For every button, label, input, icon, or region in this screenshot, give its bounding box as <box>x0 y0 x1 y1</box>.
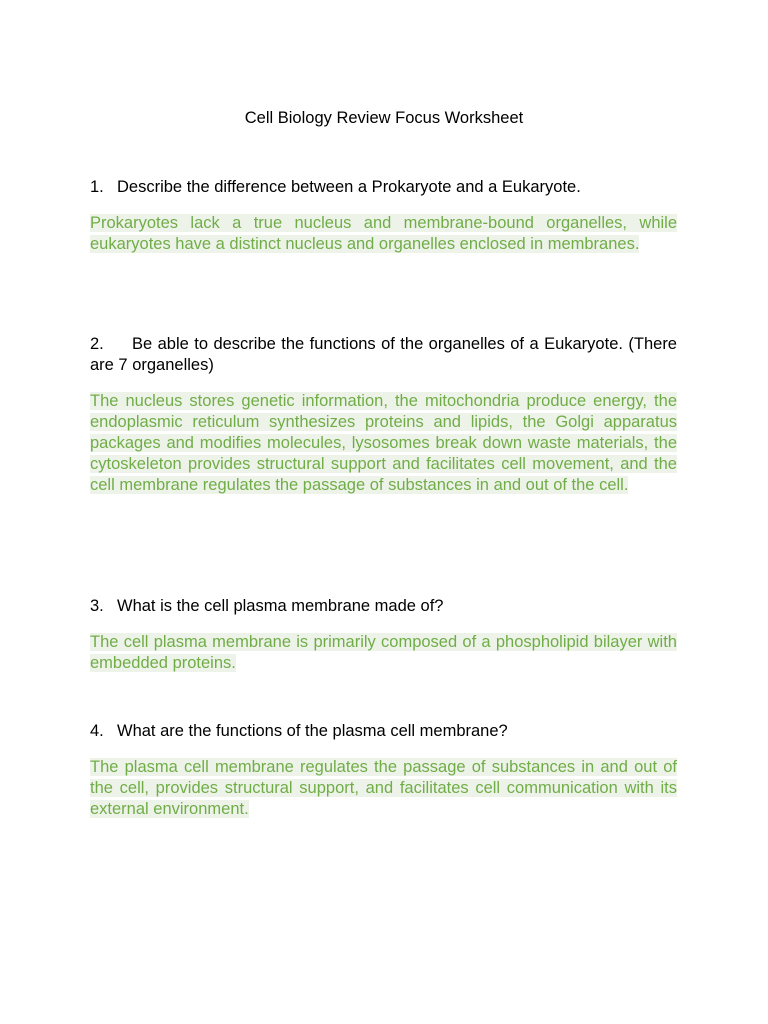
question-text: Be able to describe the functions of the organelles of a Eukaryote. (There are 7 organelles) <box>90 335 677 374</box>
answer-text: The cell plasma membrane is primarily composed of a phospholipid bilayer with embedded proteins. <box>90 633 677 672</box>
answer-4 <box>90 757 677 820</box>
question-4 <box>90 721 677 742</box>
question-2 <box>90 334 677 376</box>
question-number: 4. <box>90 722 104 740</box>
question-3 <box>90 596 677 617</box>
answer-1 <box>90 213 677 255</box>
answer-3 <box>90 632 677 674</box>
answer-text: Prokaryotes lack a true nucleus and membrane-bound organelles, while eukaryotes have a distinct nucleus and organelles enclosed in membranes. <box>90 214 677 253</box>
question-number: 1. <box>90 178 104 196</box>
question-number: 3. <box>90 597 104 615</box>
question-1 <box>90 177 677 198</box>
answer-text: The nucleus stores genetic information, the mitochondria produce energy, the endoplasmic reticulum synthesizes proteins and lipids, the Golgi apparatus packages and modifies molecules, lysosomes break down waste materials, the cytoskeleton provides structural support and facilitates cell movement, and the cell membrane regulates the passage of substances in and out of the cell. <box>90 392 677 494</box>
page-title: Cell Biology Review Focus Worksheet <box>244 109 524 127</box>
question-text: What are the functions of the plasma cell membrane? <box>117 722 508 740</box>
answer-2 <box>90 391 677 496</box>
question-text: What is the cell plasma membrane made of? <box>117 597 444 615</box>
question-text: Describe the difference between a Prokaryote and a Eukaryote. <box>117 178 581 196</box>
answer-text: The plasma cell membrane regulates the passage of substances in and out of the cell, provides structural support, and facilitates cell communication with its external environment. <box>90 758 677 818</box>
question-number: 2. <box>90 335 104 353</box>
